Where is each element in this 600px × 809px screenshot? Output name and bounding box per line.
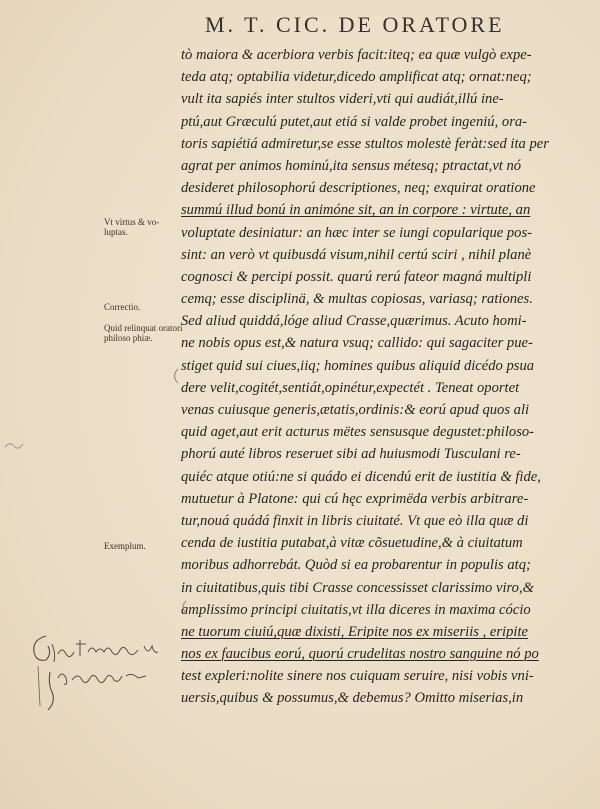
text-line: tò maiora & acerbiora verbis facit:iteq; ea quæ vulgò expe- <box>181 47 532 63</box>
text-line: dere velit,cogitét,sentiát,opinétur,expectét . Teneat oportet <box>181 379 520 396</box>
margin-note-quid-relinquat: Quid relinquat oratori philoso phiæ. <box>104 323 183 343</box>
margin-note-voluptas: Vt virtus & vo- luptas. <box>104 217 160 237</box>
text-line: mutuetur à Platone: qui cú hęc exprimëda verbis arbitrare- <box>181 490 529 507</box>
text-line: stiget quid sui ciues,iiq; homines quibus aliquid dicédo psua <box>181 357 535 374</box>
text-line: vult ita sapiés inter stultos videri,vti qui audiát,illú ine- <box>181 91 504 108</box>
handwritten-annotation-icon <box>28 632 178 712</box>
main-text-block <box>181 44 591 710</box>
text-line: cognosci & percipi possit. quarú rerú fateor magná multipli <box>181 268 532 285</box>
text-line: in ciuitatibus,quis tibi Crasse concessisset clarissimo viro,& <box>181 579 534 596</box>
text-line: venas cuiusque generis,ætatis,ordinis:& eorú apud quos ali <box>181 402 530 418</box>
text-line: toris sapiétiá admiretur,se esse stultos molestè feràt:sed ita per <box>181 135 549 152</box>
text-line: uersis,quibus & possumus,& debemus? Omitto miserias,in <box>181 690 524 707</box>
text-line: Sed aliud quiddá,lóge aliud Crasse,quærimus. Acuto homi- <box>181 313 527 330</box>
text-line: nos ex faucibus eorú, quorú crudelitas nostro sanguine nó po <box>181 646 539 663</box>
text-line: teda atq; optabilia videtur,dicedo amplificat atq; ornat:neq; <box>181 69 532 86</box>
text-line: summú illud bonú in animóne sit, an in corpore : virtute, an <box>181 202 531 219</box>
margin-note-exemplum: Exemplum. <box>104 541 146 551</box>
text-line: ptú,aut Græculú putet,aut etiá si valde probet ingeniú, ora- <box>181 113 528 130</box>
text-line: moribus adhorrebát. Quòd si ea probarentur in populis atq; <box>181 557 531 574</box>
text-line: ne nobis opus est,& natura vsuq; callido: qui sagaciter pue- <box>181 335 533 352</box>
text-line: test expleri:nolite sinere nos cuiquam seruire, nisi vobis vni- <box>181 668 534 685</box>
text-line: agrat per animos hominú,ita sensus métesq; ptractat,vt nó <box>181 157 522 174</box>
text-line: sint: an verò vt quibusdá visum,nihil certú sciri , nihil planè <box>181 246 532 263</box>
text-line: amplissimo principi ciuitatis,vt illa diceres in maxima cócio <box>181 601 531 618</box>
margin-note-correctio: Correctio. <box>104 302 141 312</box>
text-line: phorú auté libros reseruet sibi ad huiusmodi Tusculani re- <box>181 446 521 463</box>
bracket-mark-icon <box>178 600 188 614</box>
pen-flourish-icon <box>4 438 24 452</box>
running-title: M. T. CIC. DE ORATORE <box>205 12 505 37</box>
text-line: cemq; esse disciplinä, & multas copiosas, variasq; rationes. <box>181 291 533 308</box>
text-line: voluptate desiniatur: an hæc inter se iungi copularique pos- <box>181 224 533 241</box>
text-line: ne tuorum ciuiú,quæ dixisti, Eripite nos ex miseriis , eripite <box>181 623 528 640</box>
text-line: quiéc atque otiú:ne si quádo ei dicendú erit de iustitia & fide, <box>181 468 541 485</box>
text-line: quid aget,aut erit acturus mëtes sensusque degustet:philoso- <box>181 424 535 441</box>
text-line: cenda de iustitia putabat,à vitæ cõsuetudine,& à ciuitatum <box>181 535 523 552</box>
bracket-mark-icon <box>168 368 180 384</box>
text-line: tur,nouá quádá finxit in libris ciuitaté. Vt que eò illa quæ di <box>181 512 529 529</box>
text-line: desideret philosophorú descriptiones, neq; exquirat oratione <box>181 180 536 197</box>
